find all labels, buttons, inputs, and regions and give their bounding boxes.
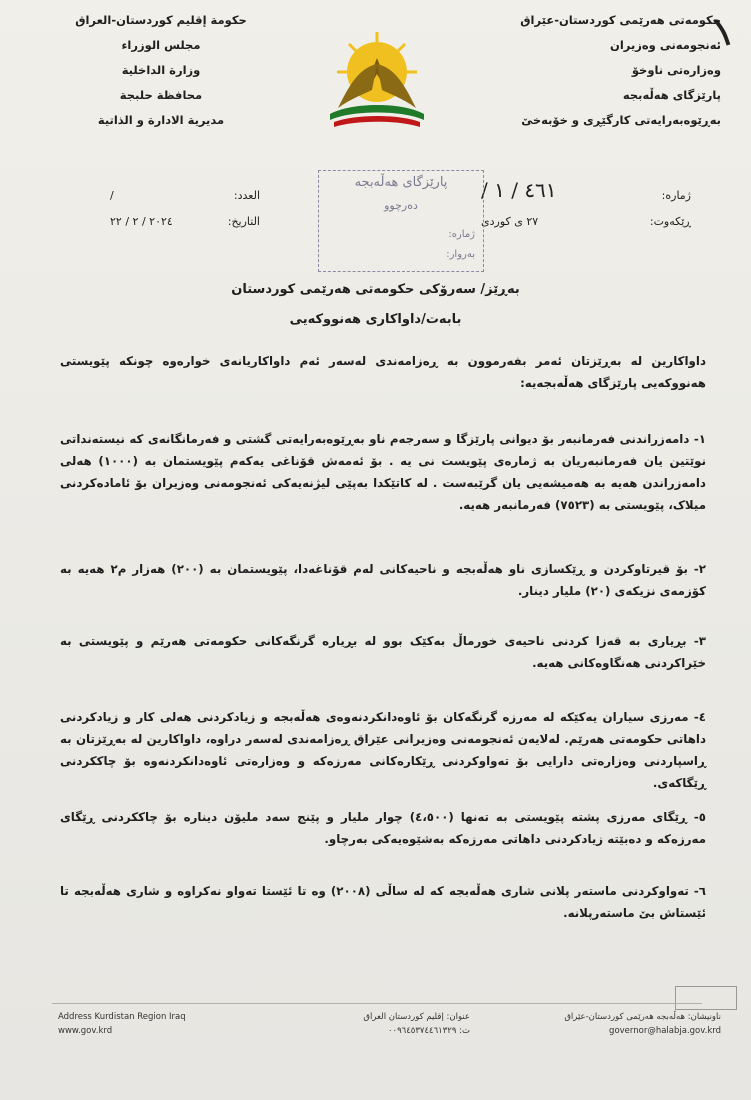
stamp-date: بەروار: <box>446 249 475 260</box>
header-arabic-line: محافظة حلبجة <box>119 88 203 102</box>
footer-address-en: Address Kurdistan Region Iraq <box>58 1012 186 1022</box>
addressee: بەڕێز/ سەرۆکی حکومەتی هەرێمی کوردستان <box>231 282 520 297</box>
stamp-number: ژمارە: <box>448 229 475 240</box>
date-value: ٢٠٢٤ / ٢ / ٢٢ <box>110 215 173 228</box>
header-kurdish-line: پارێزگای هەڵەبجە <box>622 88 721 102</box>
subject: بابەت/داواکاری هەنووکەیی <box>289 312 462 327</box>
header-arabic <box>56 8 266 133</box>
header-kurdish <box>476 8 721 133</box>
header-kurdish-line: ئەنجومەنی وەزیران <box>610 38 721 52</box>
number-label: العدد: <box>233 189 260 202</box>
footer-arabic <box>300 1010 470 1038</box>
number-value: ٤٦١ / ١ / <box>481 178 557 202</box>
handwritten-page-number: ١ <box>704 3 743 60</box>
paragraph-item-3: ٣- بڕیاری بە قەزا کردنی ناحیەی خورماڵ بەکێک بوو لە بڕیارە گرنگەکانی حکومەتی هەرێم و پێویستی بە خێراکردنی هەنگاوەکانی هەیە. <box>60 634 706 670</box>
header-kurdish-line: حکومەتی هەرێمی کوردستان-عێراق <box>520 13 721 27</box>
paragraph-item-5: ٥- ڕێگای مەرزی پشتە پێویستی بە تەنها (٤،٥٠٠) چوار ملیار و پێنج سەد ملیۆن دینارە بۆ چاککردنی ڕێگای مەرزەکە و دەبێتە زیادکردنی داهاتی مەرزەکە بەشێوەیەکی بەرچاو. <box>60 810 706 846</box>
header-arabic-line: وزارة الداخلية <box>121 63 201 77</box>
footer-english <box>58 1010 186 1038</box>
paragraph-item-6: ٦- تەواوکردنی ماستەر پلانی شاری هەڵەبجە کە لە ساڵی (٢٠٠٨) وە تا ئێستا تەواو نەکراوە و شاری هەڵەبجە تا ئێستاش بێ ماستەرپلانە. <box>60 884 706 920</box>
date-label: ڕێکەوت: <box>649 215 691 228</box>
paragraph-intro: داواکارین لە بەڕێزتان ئەمر بفەرموون بە ڕەزامەندی لەسەر ئەم داواکاریانەی خوارەوە چونکە پێویستی هەنووکەیی پارێزگای هەڵەبجەیە: <box>60 354 706 390</box>
footer-kurdish <box>521 1010 721 1038</box>
header-arabic-line: مديرية الادارة و الذاتية <box>97 113 225 127</box>
kurdistan-emblem-logo <box>318 28 436 146</box>
footer-website: www.gov.krd <box>58 1026 113 1036</box>
date-label: التاريخ: <box>227 215 260 228</box>
number-label: ژمارە: <box>661 189 691 202</box>
date-value: ٢٧ ی کوردی <box>481 215 539 228</box>
reference-kurdish <box>481 176 691 228</box>
header-arabic-line: مجلس الوزراء <box>121 38 201 52</box>
header-kurdish-line: بەڕێوەبەرایەتی کارگێڕی و خۆبەخێ <box>521 113 721 127</box>
stamp-title: پارێزگای هەڵەبجە <box>354 175 448 190</box>
reference-arabic <box>110 176 260 228</box>
incoming-stamp <box>318 170 484 272</box>
number-slash: / <box>110 189 114 202</box>
header-kurdish-line: وەزارەتی ناوخۆ <box>631 63 721 77</box>
footer-address-ku: ناونیشان: هەڵەبجە هەرێمی کوردستان-عێراق <box>564 1012 721 1022</box>
empty-box <box>675 986 737 1010</box>
footer-email: governor@halabja.gov.krd <box>609 1026 721 1036</box>
paragraph-item-1: ١- دامەزراندنی فەرمانبەر بۆ دیوانی پارێزگا و سەرجەم ناو بەڕێوەبەرایەتی گشتی و فەرمانگانەی کە نیستەنداتی نوێتین یان فەرمانبەریان بە ژمارەی پێویست نی یە . بۆ ئەمەش قۆناغی یەکەم پێویستمان بە (١٠٠٠) هەلی دامەزراندن هەیە بە هەمیشەیی یان گرێبەست . لە کاتێکدا بەپێی لیژنەیەکی ئەنجومەنی وەزیران بۆ ئامادەکردنی میلاک، پێویستی بە (٧٥٢٣) فەرمانبەر هەیە. <box>60 432 706 512</box>
footer-address-ar: عنوان: إقليم كوردستان العراق <box>363 1012 470 1022</box>
footer-phone: ت: ٠٠٩٦٤٥٣٧٤٤٦١٣٢٩ <box>387 1026 470 1036</box>
paragraph-item-4: ٤- مەرزی سیاران یەکێکە لە مەرزە گرنگەکان بۆ ئاوەدانکردنەوەی هەڵەبجە و زیادکردنی هەلی کار و زیادکردنی داهاتی حکومەتی هەرێم. لەلایەن ئەنجومەنی وەزیرانی عێراق ڕەزامەندی لەسەر دراوە، داواکارین لە بەڕێزتان بە ڕاسپاردنی وەزارەتی دارایی بۆ تەواوکردنی ڕێکارەکانی مەرزەکە و وەزارەتی ئاوەدانکردنەوە بۆ چاککردنی ڕێگاکەی. <box>60 710 706 790</box>
stamp-subtitle: دەرچوو <box>384 199 418 212</box>
header-arabic-line: حكومة إقليم كوردستان-العراق <box>75 13 247 27</box>
paragraph-item-2: ٢- بۆ قیرتاوکردن و ڕێکسازی ناو هەڵەبجە و ناحیەکانی لەم قۆناغەدا، پێویستمان بە (٢٠٠) هەزار م٢ هەیە بە کۆزمەی نزیکەی (٢٠) ملیار دینار. <box>60 562 706 598</box>
footer-divider <box>52 1003 702 1004</box>
